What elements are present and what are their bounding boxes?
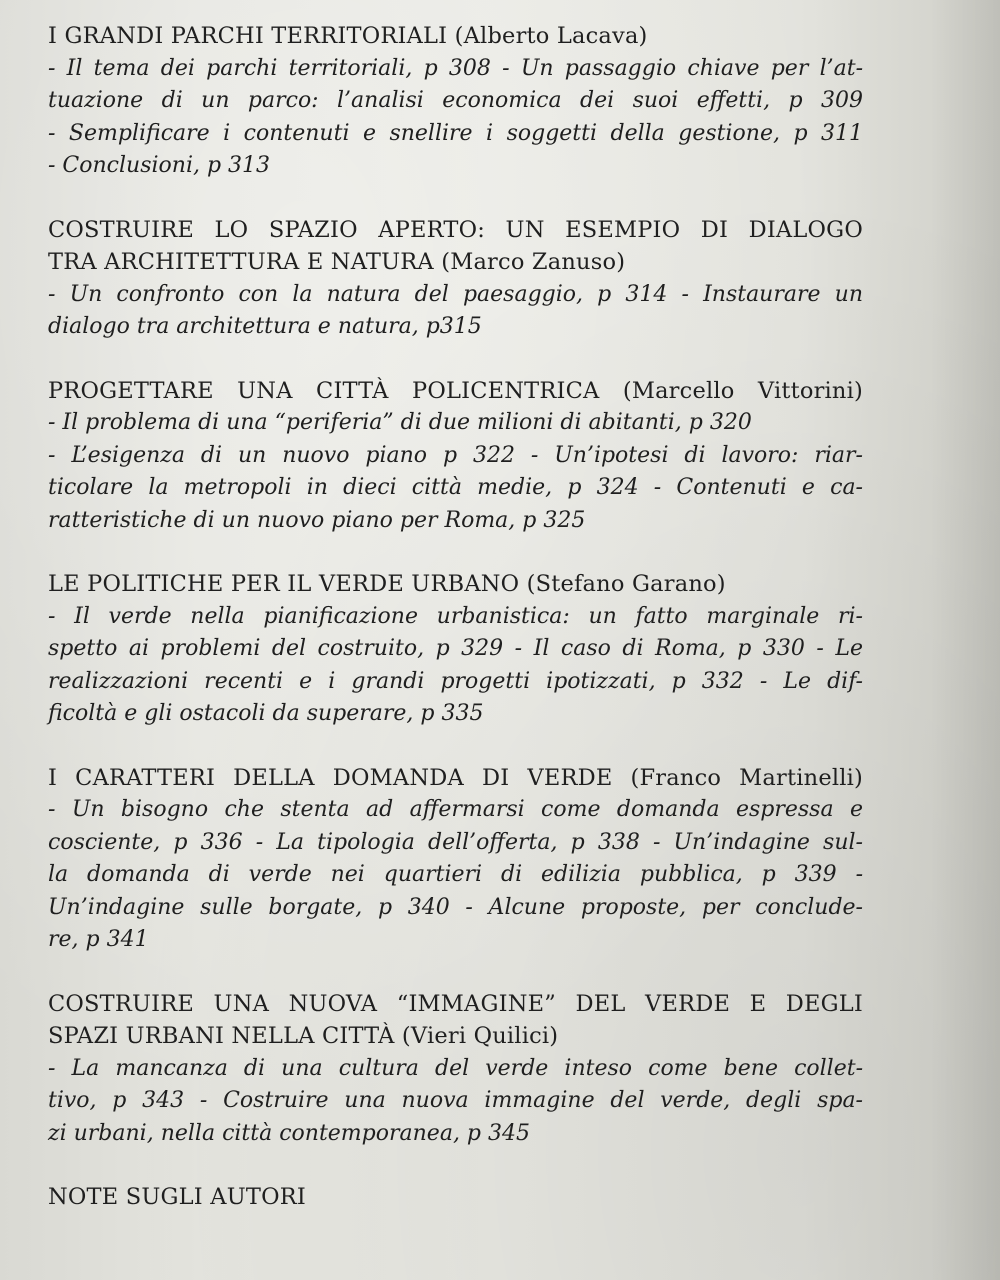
entry-subsection-line: ticolare la metropoli in dieci città medie, p 324 - Contenuti e ca-	[48, 475, 863, 500]
entry-subsection-line: tivo, p 343 - Costruire una nuova immagine del verde, degli spa-	[48, 1088, 863, 1113]
final-heading: NOTE SUGLI AUTORI	[48, 1184, 306, 1210]
table-of-contents	[48, 20, 863, 1214]
entry-heading: TRA ARCHITETTURA E NATURA (Marco Zanuso)	[48, 249, 626, 275]
entry-subsection-line: re, p 341	[48, 927, 149, 952]
entry-subsection-line: - L’esigenza di un nuovo piano p 322 - Un’ipotesi di lavoro: riar-	[48, 442, 863, 468]
entry-subsection-line: - Conclusioni, p 313	[48, 153, 271, 178]
toc-entry	[48, 375, 863, 538]
entry-subsection-line: - Il problema di una “periferia” di due milioni di abitanti, p 320	[48, 410, 752, 435]
toc-entry	[48, 214, 863, 344]
entry-heading: PROGETTARE UNA CITTÀ POLICENTRICA (Marcello Vittorini)	[48, 377, 863, 404]
entry-subsection-line: - La mancanza di una cultura del verde inteso come bene collet-	[48, 1055, 863, 1081]
entry-subsection-line: zi urbani, nella città contemporanea, p 345	[48, 1120, 530, 1146]
entry-subsection-line: dialogo tra architettura e natura, p315	[48, 314, 482, 339]
entry-heading: SPAZI URBANI NELLA CITTÀ (Vieri Quilici)	[48, 1023, 559, 1049]
toc-entry	[48, 762, 863, 957]
entry-subsection-line: ficoltà e gli ostacoli da superare, p 335	[48, 701, 484, 726]
entry-heading: COSTRUIRE UNA NUOVA “IMMAGINE” DEL VERDE E DEGLI	[48, 990, 863, 1017]
entry-subsection-line: la domanda di verde nei quartieri di edilizia pubblica, p 339 -	[48, 862, 863, 887]
entry-subsection-line: spetto ai problemi del costruito, p 329 - Il caso di Roma, p 330 - Le	[48, 636, 863, 661]
entry-subsection-line: - Semplificare i contenuti e snellire i soggetti della gestione, p 311	[48, 120, 863, 146]
toc-entry	[48, 568, 863, 731]
entry-subsection-line: realizzazioni recenti e i grandi progetti ipotizzati, p 332 - Le dif-	[48, 668, 863, 694]
entry-heading: I CARATTERI DELLA DOMANDA DI VERDE (Franco Martinelli)	[48, 764, 863, 791]
entry-subsection-line: - Il verde nella pianificazione urbanistica: un fatto marginale ri-	[48, 603, 863, 629]
page-edge-shadow	[930, 0, 1000, 1280]
toc-entry	[48, 20, 863, 183]
entry-subsection-line: tuazione di un parco: l’analisi economica dei suoi effetti, p 309	[48, 88, 863, 113]
entry-subsection-line: - Un confronto con la natura del paesaggio, p 314 - Instaurare un	[48, 281, 863, 307]
entry-heading: COSTRUIRE LO SPAZIO APERTO: UN ESEMPIO DI DIALOGO	[48, 216, 863, 243]
toc-entry	[48, 1181, 863, 1214]
entry-subsection-line: - Un bisogno che stenta ad affermarsi come domanda espressa e	[48, 797, 863, 822]
entry-subsection-line: - Il tema dei parchi territoriali, p 308 - Un passaggio chiave per l’at-	[48, 55, 863, 81]
entry-subsection-line: cosciente, p 336 - La tipologia dell’offerta, p 338 - Un’indagine sul-	[48, 829, 863, 855]
toc-entry	[48, 988, 863, 1151]
entry-subsection-line: ratteristiche di un nuovo piano per Roma, p 325	[48, 507, 586, 533]
entry-subsection-line: Un’indagine sulle borgate, p 340 - Alcune proposte, per conclude-	[48, 894, 863, 920]
entry-heading: LE POLITICHE PER IL VERDE URBANO (Stefano Garano)	[48, 571, 726, 597]
entry-heading: I GRANDI PARCHI TERRITORIALI (Alberto Lacava)	[48, 23, 648, 49]
